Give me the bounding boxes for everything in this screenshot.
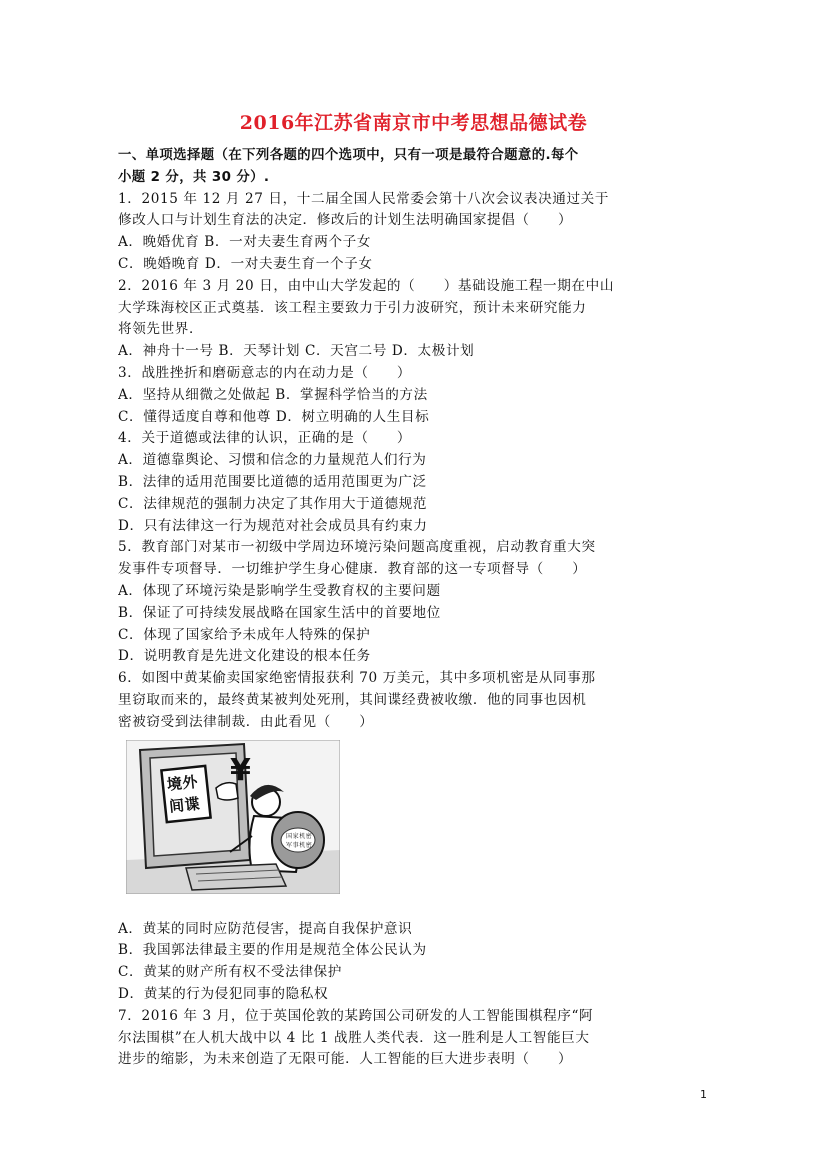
text-line: B．保证了可持续发展战略在国家生活中的首要地位 — [118, 604, 441, 621]
exam-content — [118, 145, 708, 1071]
text-line: C．黄某的财产所有权不受法律保护 — [118, 964, 342, 981]
page-number: 1 — [700, 1088, 707, 1101]
text-line: 发事件专项督导．一切维护学生身心健康．教育部的这一专项督导（ ） — [118, 561, 587, 578]
text-line: 尔法围棋”在人机大战中以 4 比 1 战胜人类代表．这一胜利是人工智能巨大 — [118, 1029, 590, 1046]
text-line: C．体现了国家给予未成年人特殊的保护 — [118, 626, 371, 643]
text-line: C．法律规范的强制力决定了其作用大于道德规范 — [118, 495, 428, 512]
text-line: D．说明教育是先进文化建设的根本任务 — [118, 648, 371, 665]
text-line: A．体现了环境污染是影响学生受教育权的主要问题 — [118, 582, 441, 599]
text-line: 大学珠海校区正式奠基．该工程主要致力于引力波研究，预计未来研究能力 — [118, 299, 587, 316]
spy-cartoon-figure — [126, 740, 340, 894]
page-title: 2016年江苏省南京市中考思想品德试卷 — [239, 112, 588, 134]
questions-block — [118, 919, 708, 1072]
text-line: B．我国郭法律最主要的作用是规范全体公民认为 — [118, 942, 427, 959]
text-line: 7．2016 年 3 月，位于英国伦敦的某跨国公司研发的人工智能围棋程序“阿 — [118, 1007, 594, 1024]
text-line: C．懂得适度自尊和他尊 D．树立明确的人生目标 — [118, 408, 430, 425]
text-line: 将领先世界． — [118, 321, 204, 338]
text-line: 密被窃受到法律制裁．由此看见（ ） — [118, 713, 374, 730]
text-line: A．神舟十一号 B．天琴计划 C．天宫二号 D．太极计划 — [118, 343, 475, 360]
cartoon-illustration — [126, 740, 340, 894]
text-line: A．坚持从细微之处做起 B．掌握科学恰当的方法 — [118, 386, 428, 403]
text-line: A．道德靠舆论、习惯和信念的力量规范人们行为 — [118, 452, 427, 469]
text-line: 进步的缩影，为未来创造了无限可能．人工智能的巨大进步表明（ ） — [118, 1051, 573, 1068]
text-line: 里窃取而来的，最终黄某被判处死刑，其间谍经费被收缴．他的同事也因机 — [118, 691, 587, 708]
sign-line-1: 境外 — [166, 772, 199, 794]
section-header-line: 一、单项选择题（在下列各题的四个选项中，只有一项是最符合题意的.每个 — [118, 148, 579, 163]
bag-label-line-2: 军事机密 — [286, 841, 313, 849]
text-line: A．晚婚优育 B．一对夫妻生育两个子女 — [118, 234, 372, 251]
text-line: A．黄某的同时应防范侵害，提高自我保护意识 — [118, 920, 413, 937]
section-header-line: 小题 2 分，共 30 分）. — [118, 169, 270, 185]
text-line: 2．2016 年 3 月 20 日，由中山大学发起的（ ）基础设施工程一期在中山 — [118, 277, 615, 294]
bag-label-line-1: 国家机密 — [286, 832, 313, 840]
text-line: 4．关于道德或法律的认识，正确的是（ ） — [118, 430, 412, 447]
text-line: 修改人口与计划生育法的决定．修改后的计划生法明确国家提倡（ ） — [118, 212, 573, 229]
text-line: D．只有法律这一行为规范对社会成员具有约束力 — [118, 517, 428, 534]
text-line: 5．教育部门对某市一初级中学周边环境污染问题高度重视，启动教育重大突 — [118, 539, 596, 556]
text-line: 3．战胜挫折和磨砺意志的内在动力是（ ） — [118, 364, 412, 381]
text-line: D．黄某的行为侵犯同事的隐私权 — [118, 985, 329, 1002]
yen-symbol: ¥ — [230, 752, 252, 788]
sign-line-2: 间谍 — [168, 794, 202, 816]
text-line: 6．如图中黄某偷卖国家绝密情报获利 70 万美元，其中多项机密是从同事那 — [118, 670, 596, 687]
text-line: B．法律的适用范围要比道德的适用范围更为广泛 — [118, 473, 427, 490]
questions-block — [118, 189, 708, 734]
text-line: 1．2015 年 12 月 27 日，十二届全国人民常委会第十八次会议表决通过关于 — [118, 190, 610, 207]
text-line: C．晚婚晚育 D．一对夫妻生育一个子女 — [118, 255, 373, 272]
